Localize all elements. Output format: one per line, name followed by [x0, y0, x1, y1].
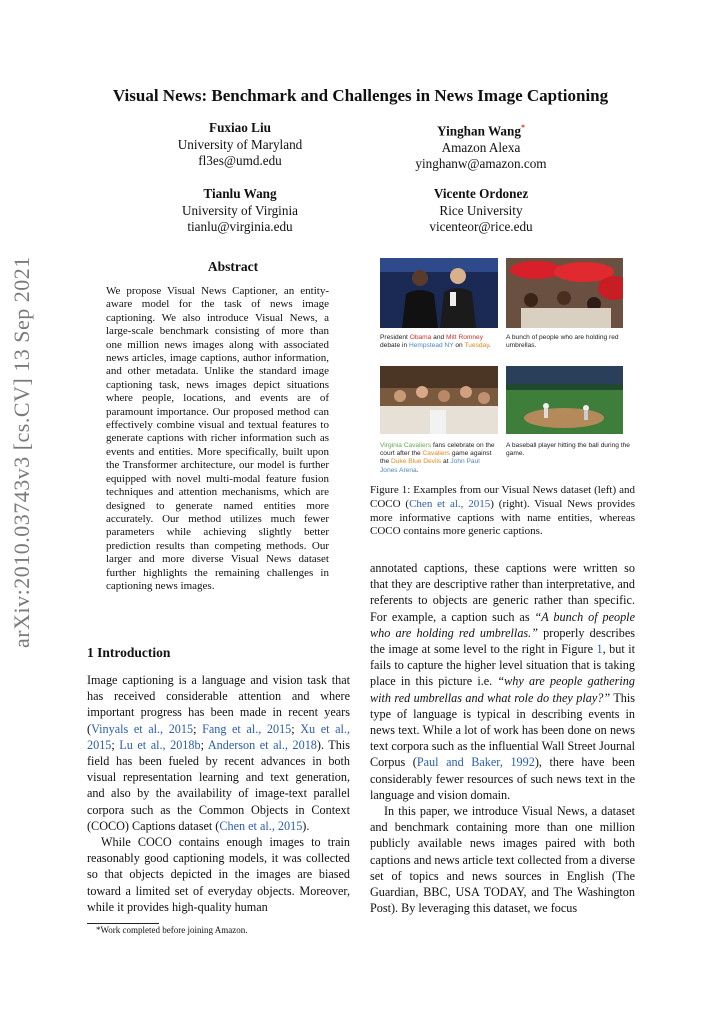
footnote: *Work completed before joining Amazon.	[96, 925, 248, 935]
section-heading: 1 Introduction	[87, 645, 171, 660]
debate-photo	[380, 258, 498, 328]
date-entity: Tuesday	[464, 342, 490, 350]
author-name: Fuxiao Liu	[209, 120, 271, 135]
text-run: ) (right). Visual News provides more informative captions with name entities, whereas COCO contains more generic captions.	[370, 497, 635, 538]
paper-title: Visual News: Benchmark and Challenges in News Image Captioning	[112, 86, 609, 105]
text-run: at	[441, 458, 451, 466]
author-block-4	[351, 186, 611, 236]
footnote-mark: *	[520, 123, 525, 132]
author-affiliation: University of Maryland	[177, 136, 303, 152]
text-run: on	[453, 342, 465, 350]
quoted-question: “why are people gathering with red umbrellas and what role do they play?”	[370, 674, 635, 705]
text-run: , but it fails to capture the higher level situation that is taking place in this picture i.e.	[370, 642, 635, 689]
intro-paragraph-1	[87, 672, 350, 834]
author-name: Vicente Ordonez	[433, 186, 529, 201]
author-email: vicenteor@rice.edu	[429, 219, 533, 234]
text-run: properly describes the image at some level to the right in Figure	[370, 625, 635, 657]
author-affiliation: Amazon Alexa	[441, 139, 521, 155]
text-run: ), there have been considerably fewer resources of such news text in the language and vision domain.	[370, 755, 635, 802]
text-run: .	[416, 466, 419, 474]
abstract-heading: Abstract	[207, 259, 259, 274]
citation-link[interactable]: Fang et al., 2015	[202, 721, 292, 736]
citation-link[interactable]: Chen et al., 2015	[409, 497, 491, 510]
author-name: Tianlu Wang	[203, 186, 277, 201]
text-run: game against the	[380, 450, 492, 466]
citation-link[interactable]: Anderson et al., 2018	[207, 737, 317, 752]
quoted-caption: “A bunch of people who are holding red umbrellas.”	[370, 609, 635, 640]
author-affiliation: Rice University	[439, 202, 523, 218]
text-run: .	[489, 342, 491, 350]
citation-link[interactable]: Lu et al., 2018b	[119, 737, 201, 752]
text-run: ;	[193, 721, 203, 736]
text-run: Figure 1: Examples from our Visual News dataset (left) and COCO (	[370, 484, 635, 510]
figure-reference-link[interactable]: 1	[596, 642, 603, 657]
figure-caption-visualnews-1	[380, 334, 495, 350]
citation-link[interactable]: Vinyals et al., 2015	[91, 721, 194, 736]
abstract-text: We propose Visual News Captioner, an entity-aware model for the task of news image captioning. We also introduce Visual News, a large-scale benchmark consisting of more than one million news images along with associated news articles, image captions, author information, and other metadata. Unlike the standard image captioning task, news images depict situations where people, locations, and events are of paramount importance. Our proposed method can effectively combine visual and textual features to generate captions with richer information such as events and entities. More specifically, built upon the Transformer architecture, our model is further equipped with novel multi-modal feature fusion techniques and attention mechanisms, which are designed to generate named entities more accurately. Our method utilizes much fewer parameters while achieving slightly better prediction results than competing methods. Our larger and more diverse Visual News dataset further highlights the remaining challenges in captioning news images.	[106, 285, 329, 592]
author-email: fl3es@umd.edu	[198, 153, 282, 168]
intro-paragraph-2: While COCO contains enough images to train reasonably good captioning models, it was collected so that objects depicted in the images are biased toward a limited set of everyday objects. Moreover, while it provides high-quality human	[87, 835, 350, 914]
organization-entity: Virginia Cavaliers	[380, 442, 432, 449]
intro-right-column	[370, 560, 635, 916]
footnote-rule	[87, 923, 159, 924]
person-entity: Obama	[409, 334, 432, 341]
location-entity: Hempstead NY	[408, 342, 454, 350]
text-run: debate in	[380, 342, 409, 350]
figure-caption	[370, 484, 635, 539]
basketball-fans-photo	[380, 366, 498, 434]
citation-link[interactable]: Paul and Baker, 1992	[416, 755, 535, 770]
figure-caption-coco-1: A bunch of people who are holding red umbrellas.	[506, 334, 619, 350]
umbrellas-photo	[506, 258, 623, 328]
text-run: This type of language is typical in describing events in news text. While a lot of work has been done on news text corpora such as the influential Wall Street Journal Corpus (	[370, 690, 635, 770]
text-run: ;	[291, 721, 301, 736]
right-paragraph-1	[370, 560, 635, 803]
baseball-photo	[506, 366, 623, 434]
location-entity: John Paul Jones Arena	[380, 458, 480, 474]
author-affiliation: University of Virginia	[182, 202, 298, 218]
text-run: President	[380, 334, 410, 341]
text-run: Image captioning is a language and vision task that has received considerable attention and where important progress has been made in recent years (	[87, 673, 350, 736]
author-name: Yinghan Wang	[437, 123, 521, 139]
text-run: ). This field has been fueled by recent advances in both visual representation learning and text generation, and also by the availability of image-text parallel corpora such as the Common Objects in Context (COCO) Captions dataset (	[87, 737, 350, 833]
text-run: ).	[302, 818, 310, 833]
text-run: and	[431, 334, 446, 341]
figure-caption-coco-2: A baseball player hitting the ball during the game.	[506, 442, 630, 458]
arxiv-identifier: arXiv:2010.03743v3 [cs.CV] 13 Sep 2021	[9, 256, 34, 648]
organization-entity: Cavaliers	[422, 450, 450, 458]
citation-link[interactable]: Xu et al., 2015	[87, 721, 351, 752]
text-run: ;	[111, 737, 120, 752]
author-block-2	[351, 120, 611, 173]
text-run: annotated captions, these captions were written so that they are descriptive rather than interpretative, and referents to objects are generic rather than specific. For example, a caption such as	[370, 561, 635, 624]
author-block-1	[110, 120, 370, 170]
person-entity: Mitt Romney	[446, 334, 484, 341]
figure-caption-visualnews-2	[380, 442, 495, 475]
text-run: fans celebrate on the court after the	[380, 442, 495, 458]
citation-link[interactable]: Chen et al., 2015	[219, 818, 303, 833]
text-run: ;	[200, 737, 208, 752]
author-block-3	[110, 186, 370, 236]
author-email: tianlu@virginia.edu	[187, 219, 293, 234]
right-paragraph-2: In this paper, we introduce Visual News, a dataset and benchmark containing more than one million publicly available news images paired with both captions and news article text collected from a diverse set of topics and news sources in English (The Guardian, BBC, USA TODAY, and The Washington Post). By leveraging this dataset, we focus	[370, 804, 635, 916]
author-email: yinghanw@amazon.com	[415, 156, 547, 172]
organization-entity: Duke Blue Devils	[391, 458, 442, 466]
intro-left-column	[87, 672, 350, 915]
